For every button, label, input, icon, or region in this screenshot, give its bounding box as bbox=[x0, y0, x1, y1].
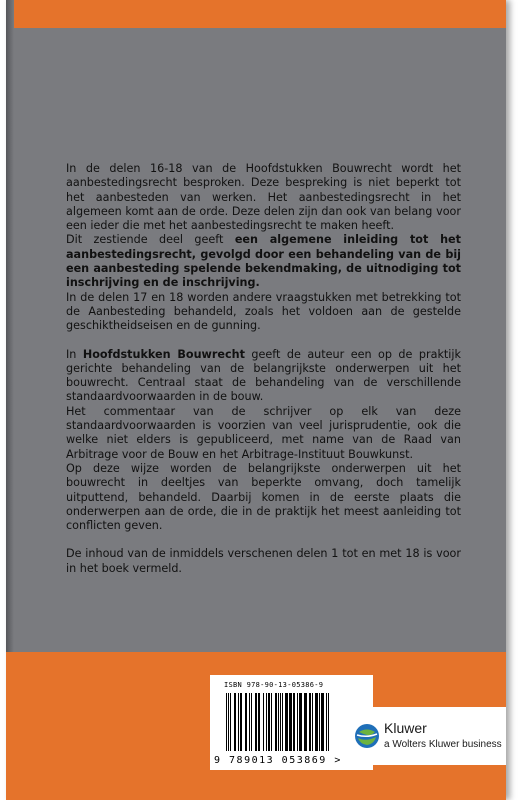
publisher-tagline: a Wolters Kluwer business bbox=[384, 739, 502, 750]
publisher-brand: Kluwer bbox=[384, 720, 427, 736]
barcode-bar bbox=[309, 693, 311, 751]
barcode-bar bbox=[226, 693, 227, 751]
blurb-bold-text: een algemene inleiding tot het aanbestedingsrecht, gevolgd door een behandeling van de bij een aanbesteding spelende bekendmaking, de uitnodiging tot inschrijving en de inschrijving. bbox=[66, 233, 461, 290]
back-cover-blurb bbox=[66, 162, 461, 576]
barcode-bar bbox=[280, 693, 281, 751]
barcode-bar bbox=[228, 693, 229, 751]
blurb-paragraph-emphasis: Dit zestiende deel geeft een algemene inleiding tot het aanbestedingsrecht, gevolgd door een behandeling van de bij een aanbesteding spelende bekendmaking, de uitnodiging tot inschrijving en de inschrijving. bbox=[66, 233, 461, 290]
blurb-paragraph-series: In Hoofdstukken Bouwrecht geeft de auteur een op de praktijk gerichte behandeling van de belangrijkste onderwerpen uit het bouwrecht. Centraal staat de behandeling van de verschillende standaardvoorwaarden in de bouw. bbox=[66, 347, 462, 404]
book-back-cover bbox=[6, 0, 506, 800]
barcode-bar bbox=[321, 693, 324, 751]
barcode-bar bbox=[245, 693, 247, 751]
isbn-text: ISBN 978-90-13-05386-9 bbox=[224, 681, 324, 689]
barcode-bar bbox=[240, 693, 242, 751]
blurb-paragraph: De inhoud van de inmiddels verschenen delen 1 tot en met 18 is voor in het boek vermeld. bbox=[66, 547, 461, 575]
barcode-bar bbox=[230, 693, 231, 751]
publisher-logo-block bbox=[344, 707, 506, 765]
barcode-bar bbox=[249, 693, 250, 751]
blurb-paragraph: Het commentaar van de schrijver op elk van deze standaardvoorwaarden is voorzien van veel jurisprudentie, ook die welke niet elders is gepubliceerd, met name van de Raad van Arbitrage voor de Bouw en het Arbitrage-Instituut Bouwkunst. bbox=[66, 404, 461, 461]
barcode-bar bbox=[293, 693, 295, 751]
barcode-bar bbox=[299, 693, 302, 751]
barcode-bar bbox=[266, 693, 267, 751]
barcode-bar bbox=[271, 693, 272, 751]
barcode-bar bbox=[326, 693, 327, 751]
barcode-bar bbox=[275, 693, 277, 751]
barcode-bars bbox=[224, 693, 364, 753]
barcode-bar bbox=[285, 693, 288, 751]
barcode-bar bbox=[304, 693, 307, 751]
barcode-bar bbox=[251, 693, 252, 751]
barcode-bar bbox=[234, 693, 236, 751]
blurb-paragraph: In de delen 16-18 van de Hoofdstukken Bouwrecht wordt het aanbestedingsrecht besproken. Deze bespreking is niet beperkt tot het aanbesteden van werken. Het aanbestedingsrecht in het algemeen komt aan de orde. Deze delen zijn dan ook van belang voor een ieder die met het aanbestedingsrecht te maken heeft. bbox=[66, 162, 461, 233]
kluwer-globe-icon bbox=[354, 723, 380, 749]
barcode-bar bbox=[268, 693, 270, 751]
barcode-bar bbox=[315, 693, 318, 751]
barcode-bar bbox=[312, 693, 313, 751]
barcode-bar bbox=[238, 693, 239, 751]
barcode-bar bbox=[282, 693, 283, 751]
ean-digits: 9 789013 053869 > bbox=[214, 755, 342, 766]
blurb-paragraph: In de delen 17 en 18 worden andere vraagstukken met betrekking tot de Aanbesteding behandeld, zoals het voldoen aan de gestelde geschiktheidseisen en de gunning. bbox=[66, 290, 461, 333]
top-orange-band bbox=[6, 0, 506, 28]
series-title: Hoofdstukken Bouwrecht bbox=[82, 347, 245, 361]
barcode-bar bbox=[263, 693, 264, 751]
barcode-bar bbox=[328, 693, 329, 751]
blurb-paragraph: Op deze wijze worden de belangrijkste onderwerpen uit het bouwrecht in deeltjes van beperkte omvang, doch tamelijk uitputtend, behandeld. Daarbij komen in de eerste plaats die onderwerpen aan de orde, die in de praktijk het meest aanleiding tot conflicten geven. bbox=[66, 461, 461, 533]
barcode-bar bbox=[319, 693, 320, 751]
barcode-bar bbox=[255, 693, 257, 751]
barcode-bar bbox=[258, 693, 260, 751]
barcode-bar bbox=[297, 693, 298, 751]
barcode-bar bbox=[278, 693, 279, 751]
barcode-bar bbox=[289, 693, 292, 751]
